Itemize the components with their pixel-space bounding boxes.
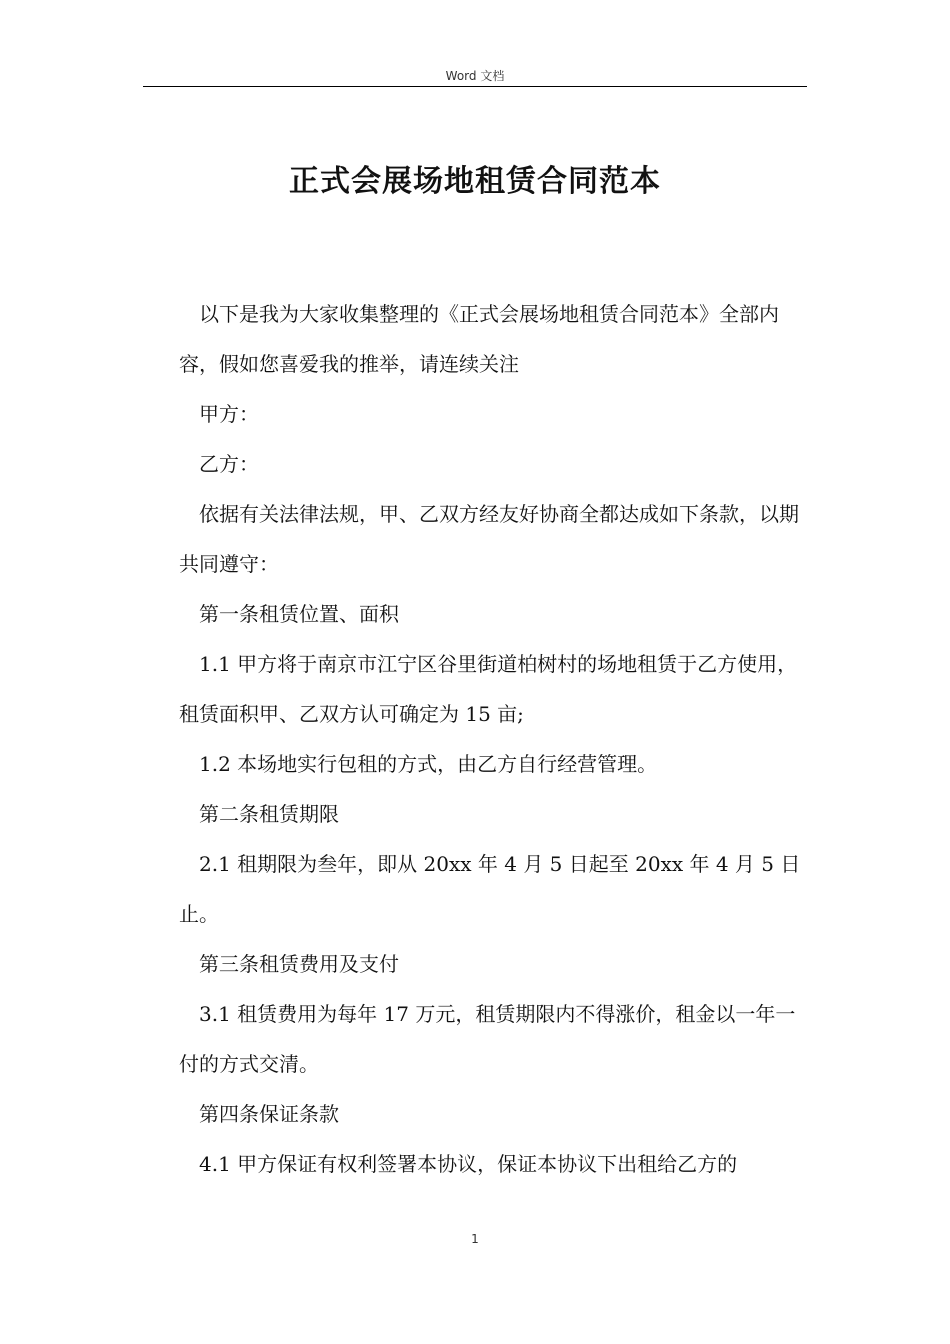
document-title: 正式会展场地租赁合同范本 xyxy=(289,164,661,199)
section-heading-2: 第二条租赁期限 xyxy=(199,802,339,826)
clause-1-1: 1.1 甲方将于南京市江宁区谷里街道柏树村的场地租赁于乙方使用，租赁面积甲、乙双方认可确定为 15 亩; xyxy=(179,652,798,726)
header-divider xyxy=(143,86,807,87)
page-header-label: Word 文档 xyxy=(445,69,505,83)
document-body xyxy=(179,289,805,1189)
paragraph-intro: 以下是我为大家收集整理的《正式会展场地租赁合同范本》全部内容，假如您喜爱我的推举，请连续关注 xyxy=(179,302,779,376)
section-heading-3: 第三条租赁费用及支付 xyxy=(199,952,399,976)
paragraph-preamble: 依据有关法律法规，甲、乙双方经友好协商全都达成如下条款，以期共同遵守： xyxy=(179,502,799,576)
clause-3-1: 3.1 租赁费用为每年 17 万元，租赁期限内不得涨价，租金以一年一付的方式交清。 xyxy=(179,1002,796,1076)
paragraph-party-a: 甲方： xyxy=(199,402,259,426)
page-number: 1 xyxy=(471,1232,479,1246)
clause-2-1: 2.1 租期限为叁年，即从 20xx 年 4 月 5 日起至 20xx 年 4 月 5 日止。 xyxy=(179,852,801,926)
paragraph-party-b: 乙方： xyxy=(199,452,259,476)
section-heading-1: 第一条租赁位置、面积 xyxy=(199,602,399,626)
clause-4-1: 4.1 甲方保证有权利签署本协议，保证本协议下出租给乙方的 xyxy=(199,1152,738,1176)
clause-1-2: 1.2 本场地实行包租的方式，由乙方自行经营管理。 xyxy=(199,752,658,776)
section-heading-4: 第四条保证条款 xyxy=(199,1102,339,1126)
